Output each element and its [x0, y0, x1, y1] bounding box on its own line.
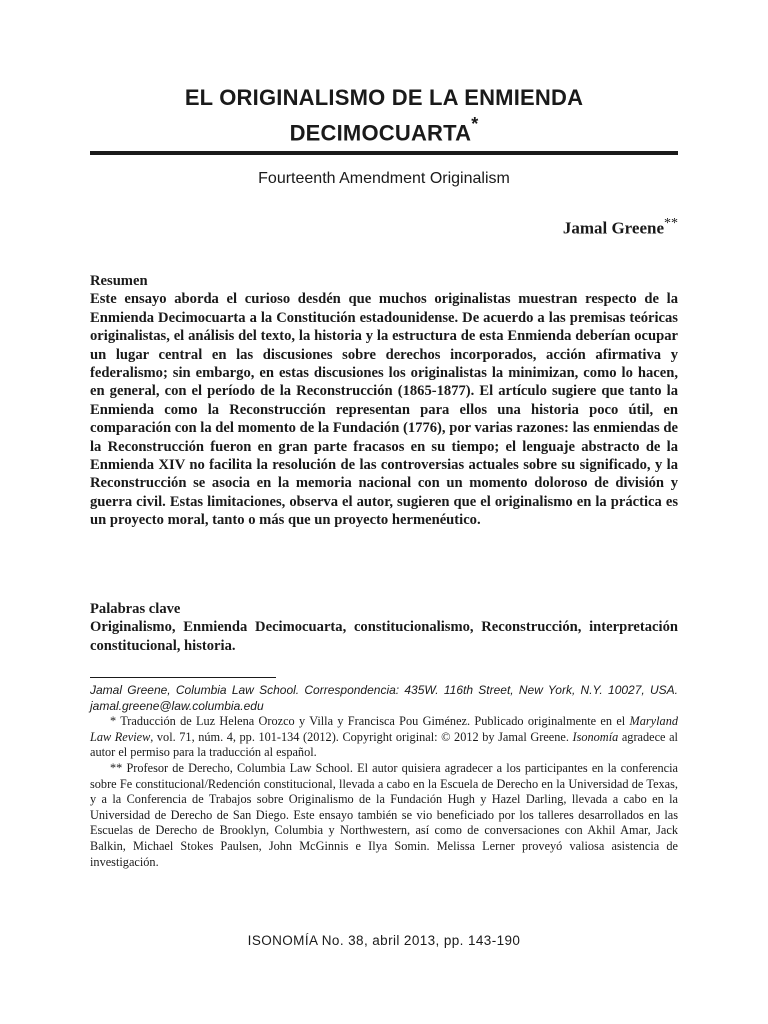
journal-name: Maryland Law Review: [90, 714, 678, 744]
keywords-heading: Palabras clave: [90, 601, 181, 617]
translation-footnote-part-3: agradece al autor el permiso para la traducción al español.: [90, 729, 678, 760]
author-byline: [563, 212, 678, 241]
footnotes: [90, 683, 678, 870]
abstract-heading: Resumen: [90, 273, 148, 289]
article-title-line-1: EL ORIGINALISMO DE LA ENMIENDA: [184, 85, 584, 110]
page-footer-citation: ISONOMÍA No. 38, abril 2013, pp. 143-190: [247, 933, 521, 948]
translation-footnote-part-1: * Traducción de Luz Helena Orozco y Villa y Francisca Pou Giménez. Publicado originalmente en el: [110, 714, 630, 729]
title-footnote-mark: *: [471, 114, 479, 134]
isonomia-name: Isonomía: [572, 729, 619, 744]
title-rule: [90, 151, 678, 155]
keywords-section: [90, 600, 678, 655]
author-name: Jamal Greene: [562, 218, 664, 238]
translation-footnote: [90, 714, 678, 761]
author-affiliation-note: Jamal Greene, Columbia Law School. Correspondencia: 435W. 116th Street, New York, N.Y. 10027, USA. jamal.greene@law.columbia.edu: [90, 683, 678, 713]
author-footnote-mark: **: [664, 216, 678, 231]
english-subtitle: Fourteenth Amendment Originalism: [258, 170, 510, 187]
translation-footnote-part-2: , vol. 71, núm. 4, pp. 101-134 (2012). Copyright original: © 2012 by Jamal Greene.: [150, 729, 573, 744]
article-title-line-2: [90, 112, 678, 147]
footnote-rule: [90, 677, 276, 678]
keywords-text: Originalismo, Enmienda Decimocuarta, constitucionalismo, Reconstrucción, interpretación constitucional, historia.: [90, 619, 678, 654]
article-title: [90, 84, 678, 147]
article-title-line-2-text: DECIMOCUARTA: [289, 120, 472, 146]
abstract-section: [90, 272, 678, 530]
abstract-text: Este ensayo aborda el curioso desdén que muchos originalistas muestran respecto de la Enmienda Decimocuarta a la Constitución estadounidense. De acuerdo a las premisas teóricas originalistas, el análisis del texto, la historia y la estructura de esta Enmienda deberían ocupar un lugar central en las discusiones sobre derechos incorporados, acción afirmativa y federalismo; sin embargo, en estas discusiones los originalistas la minimizan, como lo hacen, en general, con el período de la Reconstrucción (1865-1877). El artículo sugiere que tanto la Enmienda como la Reconstrucción representan para ellos una historia poco útil, en comparación con la del momento de la Fundación (1776), por varias razones: las enmiendas de la Reconstrucción fueron en gran parte fracasos en su tiempo; el lenguaje abstracto de la Enmienda XIV no facilita la resolución de las controversias actuales sobre su significado, y la Reconstrucción se asocia en la memoria nacional con un momento doloroso de división y guerra civil. Estas limitaciones, observa el autor, sugieren que el originalismo en la práctica es un proyecto moral, tanto o más que un proyecto hermenéutico.: [90, 291, 678, 529]
author-footnote: ** Profesor de Derecho, Columbia Law School. El autor quisiera agradecer a los participantes en la conferencia sobre Fe constitucional/Redención constitucional, llevada a cabo en la Escuela de Derecho en la Universidad de Texas, y a la Conferencia de Trabajos sobre Originalismo de la Fundación Hugh y Hazel Darling, llevada a cabo en la Universidad de Derecho de San Diego. Este ensayo también se vio beneficiado por los talleres desarrollados en las Escuelas de Derecho de Brooklyn, Columbia y Northwestern, así como de conversaciones con Akhil Amar, Jack Balkin, Michael Stokes Paulsen, John McGinnis e Ilya Somin. Melissa Lerner proveyó valiosa asistencia de investigación.: [90, 760, 678, 869]
